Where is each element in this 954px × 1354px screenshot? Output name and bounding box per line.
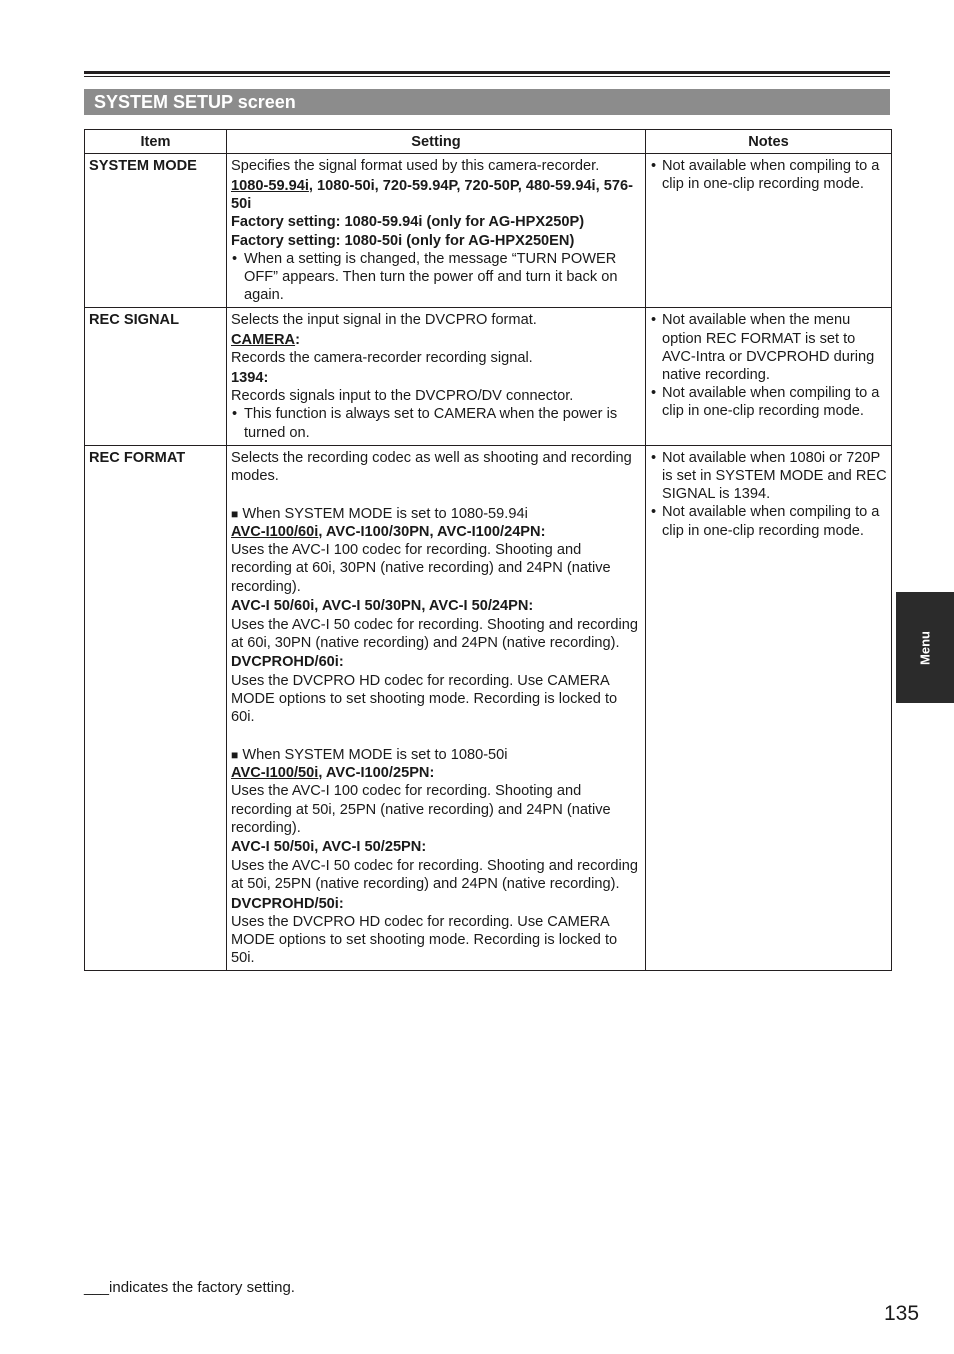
footnote: ___indicates the factory setting. — [84, 1279, 295, 1296]
option-heading: AVC-I 50/50i, AVC-I 50/25PN: — [231, 839, 427, 856]
option-heading — [231, 523, 641, 541]
option-camera — [231, 331, 641, 349]
spacer — [231, 726, 641, 744]
setting-intro: Selects the recording codec as well as shooting and recording modes. — [231, 449, 632, 484]
option-1394: 1394: — [231, 369, 269, 386]
group-heading — [231, 746, 641, 764]
side-tab-label: Menu — [917, 630, 933, 665]
notes-list — [650, 157, 887, 193]
note-item: • Not available when compiling to a clip in one-clip recording mode. — [650, 157, 887, 193]
note-item: • Not available when 1080i or 720P is set in SYSTEM MODE and REC SIGNAL is 1394. — [650, 449, 887, 504]
table-row-rec-signal — [85, 308, 892, 445]
other-options: , 1080-50i, 720-59.94P, 720-50P, 480-59.94i, 576-50i — [231, 177, 633, 213]
note-item: • Not available when the menu option REC FORMAT is set to AVC-Intra or DVCPROHD during native recording. — [650, 311, 887, 384]
factory-default-option: AVC-I100/50i — [231, 765, 319, 782]
table-row-rec-format — [85, 445, 892, 971]
spacer — [231, 485, 641, 503]
side-tab-menu — [896, 592, 954, 703]
option-camera-desc: Records the camera-recorder recording signal. — [231, 350, 533, 367]
table-header-row — [85, 130, 892, 154]
option-colon: : — [295, 332, 300, 349]
setting-bullets — [231, 250, 641, 305]
notes-rec-signal — [646, 308, 892, 445]
bullet-item: • This function is always set to CAMERA when the power is turned on. — [231, 405, 641, 441]
table-row-system-mode — [85, 154, 892, 308]
setting-options — [231, 177, 641, 213]
setting-intro: Specifies the signal format used by this camera-recorder. — [231, 158, 600, 175]
column-header-item: Item — [85, 130, 227, 154]
option-desc: Uses the DVCPRO HD codec for recording. Use CAMERA MODE options to set shooting mode. Recording is locked to 50i. — [231, 913, 618, 967]
option-1394-desc: Records signals input to the DVCPRO/DV connector. — [231, 388, 574, 405]
item-rec-format: REC FORMAT — [85, 445, 227, 971]
option-desc: Uses the DVCPRO HD codec for recording. Use CAMERA MODE options to set shooting mode. Recording is locked to 60i. — [231, 672, 618, 726]
item-system-mode: SYSTEM MODE — [85, 154, 227, 308]
square-bullet-icon: ■ — [231, 506, 239, 521]
factory-setting-p: Factory setting: 1080-59.94i (only for AG-HPX250P) — [231, 214, 585, 231]
item-rec-signal: REC SIGNAL — [85, 308, 227, 445]
note-item: • Not available when compiling to a clip in one-clip recording mode. — [650, 503, 887, 539]
option-heading: AVC-I 50/60i, AVC-I 50/30PN, AVC-I 50/24PN: — [231, 598, 534, 615]
notes-system-mode — [646, 154, 892, 308]
group-heading-text: When SYSTEM MODE is set to 1080-50i — [242, 746, 508, 763]
factory-setting-en: Factory setting: 1080-50i (only for AG-HPX250EN) — [231, 232, 575, 249]
other-options: , AVC-I100/25PN: — [318, 765, 435, 782]
page-number: 135 — [884, 1302, 920, 1325]
setting-rec-signal — [227, 308, 646, 445]
setting-intro: Selects the input signal in the DVCPRO format. — [231, 312, 537, 329]
notes-list — [650, 311, 887, 420]
option-heading — [231, 764, 641, 782]
setting-system-mode — [227, 154, 646, 308]
group-heading-text: When SYSTEM MODE is set to 1080-59.94i — [242, 505, 528, 522]
section-title: SYSTEM SETUP screen — [84, 89, 890, 115]
setting-bullets — [231, 405, 641, 441]
factory-default-option: 1080-59.94i — [231, 177, 309, 194]
notes-list — [650, 449, 887, 540]
header-rule — [84, 71, 890, 74]
factory-default-option: CAMERA — [231, 332, 296, 349]
note-item: • Not available when compiling to a clip in one-clip recording mode. — [650, 384, 887, 420]
header-rule-thin — [84, 76, 890, 77]
column-header-setting: Setting — [227, 130, 646, 154]
column-header-notes: Notes — [646, 130, 892, 154]
factory-default-option: AVC-I100/60i — [231, 524, 319, 541]
option-desc: Uses the AVC-I 100 codec for recording. Shooting and recording at 50i, 25PN (native recording) and 24PN (native recording). — [231, 783, 611, 836]
option-heading: DVCPROHD/50i: — [231, 895, 344, 912]
option-desc: Uses the AVC-I 100 codec for recording. Shooting and recording at 60i, 30PN (native recording) and 24PN (native recording). — [231, 542, 611, 595]
system-setup-table — [84, 129, 892, 971]
bullet-item: • When a setting is changed, the message “TURN POWER OFF” appears. Then turn the power off and turn it back on again. — [231, 250, 641, 305]
option-desc: Uses the AVC-I 50 codec for recording. Shooting and recording at 50i, 25PN (native recording) and 24PN (native recording). — [231, 857, 638, 892]
other-options: , AVC-I100/30PN, AVC-I100/24PN: — [318, 524, 546, 541]
notes-rec-format — [646, 445, 892, 971]
option-heading: DVCPROHD/60i: — [231, 654, 344, 671]
group-heading — [231, 505, 641, 523]
option-desc: Uses the AVC-I 50 codec for recording. Shooting and recording at 60i, 30PN (native recording) and 24PN (native recording). — [231, 616, 638, 651]
square-bullet-icon: ■ — [231, 747, 239, 762]
setting-rec-format — [227, 445, 646, 971]
